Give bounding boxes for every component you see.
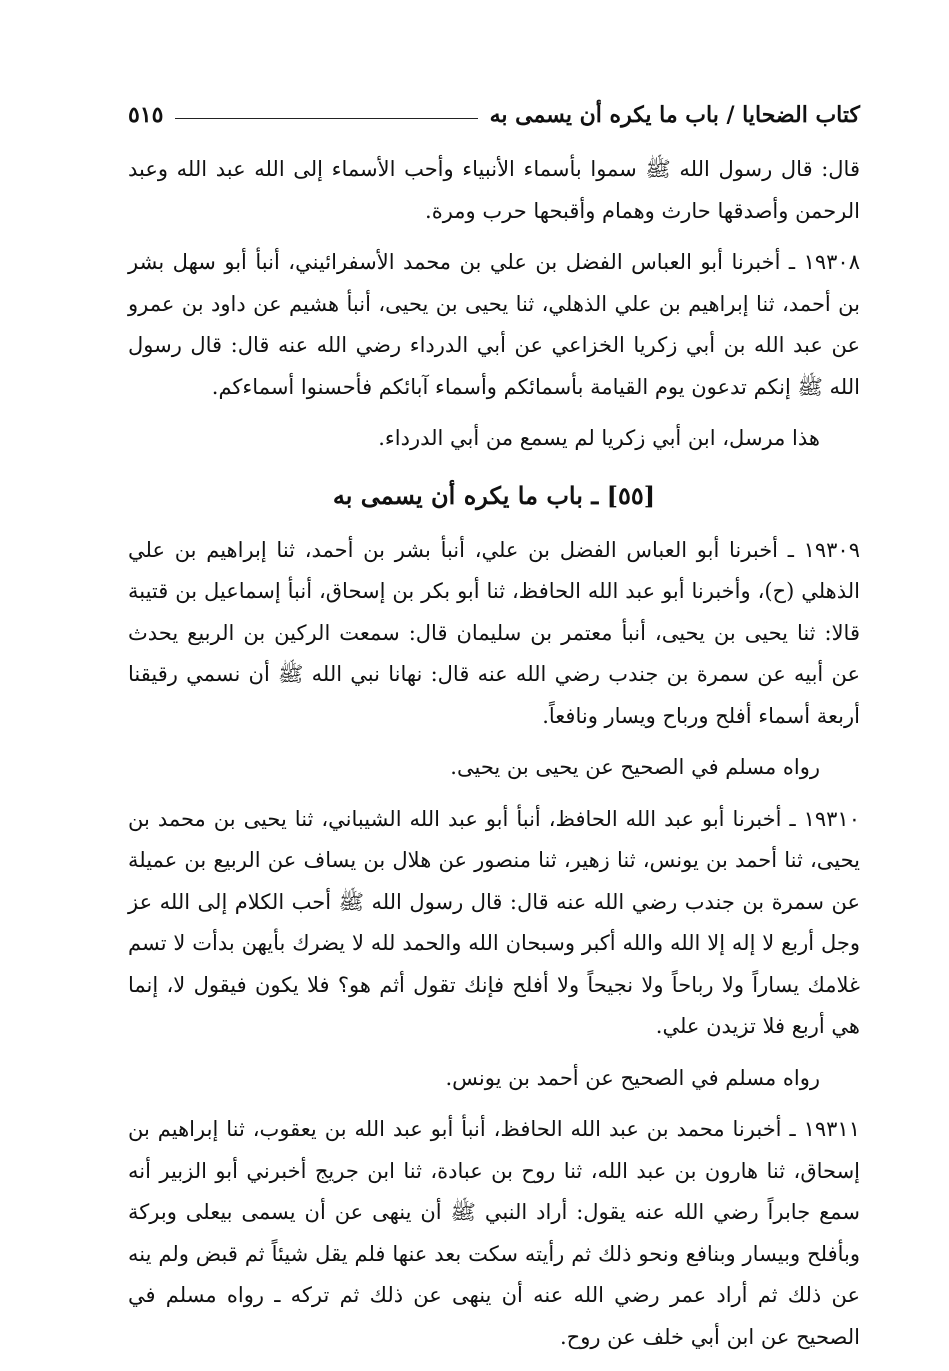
intro-paragraph: قال: قال رسول الله ﷺ سموا بأسماء الأنبياء وأحب الأسماء إلى الله عبد الله وعبد الرحمن وأصدقها حارث وهمام وأقبحها حرب ومرة. [128, 157, 860, 223]
hadith-19311: ١٩٣١١ ـ أخبرنا محمد بن عبد الله الحافظ، أنبأ أبو عبد الله بن يعقوب، ثنا إبراهيم بن إسحاق، ثنا هارون بن عبد الله، ثنا روح بن عبادة، ثنا ابن جريج أخبرني أبو الزبير أنه سمع جابراً رضي الله عنه يقول: أراد النبي ﷺ أن ينهى عن أن يسمى بيعلى وبركة وبأفلح وبيسار وبنافع ونحو ذلك ثم رأيته سكت بعد عنها فلم يقل شيئاً ثم قبض ولم ينه عن ذلك ثم أراد عمر رضي الله عنه أن ينهى عن ذلك ثم تركه ـ رواه مسلم في الصحيح عن ابن أبي خلف عن روح. [128, 1117, 860, 1349]
hadith-19310: ١٩٣١٠ ـ أخبرنا أبو عبد الله الحافظ، أنبأ أبو عبد الله الشيباني، ثنا يحيى بن محمد بن يحيى، ثنا أحمد بن يونس، ثنا زهير، ثنا منصور عن هلال بن يساف عن الربيع بن عميلة عن سمرة بن جندب رضي الله عنه قال: قال رسول الله ﷺ أحب الكلام إلى الله عز وجل أربع لا إله إلا الله والله أكبر وسبحان الله والحمد لله لا يضرك بأيهن بدأت لا تسم غلامك يساراً ولا رباحاً ولا نجيحاً ولا أفلح فإنك تقول أثم هو؟ فلا يكون فيقول لا، إنما هي أربع فلا تزيدن علي. [128, 806, 860, 1038]
header-rule [175, 118, 477, 119]
page-header [128, 95, 860, 135]
note-19309: رواه مسلم في الصحيح عن يحيى بن يحيى. [450, 755, 820, 779]
page-number: ٥١٥ [128, 102, 164, 128]
note-19310: رواه مسلم في الصحيح عن أحمد بن يونس. [445, 1065, 820, 1090]
hadith-19308: ١٩٣٠٨ ـ أخبرنا أبو العباس الفضل بن علي بن محمد الأسفرائيني، أنبأ أبو سهل بشر بن أحمد، ثنا إبراهيم بن علي الذهلي، ثنا يحيى بن يحيى، أنبأ هشيم عن داود بن عمرو عن عبد الله بن أبي زكريا الخزاعي عن أبي الدرداء رضي الله عنه قال: قال رسول الله ﷺ إنكم تدعون يوم القيامة بأسمائكم وأسماء آبائكم فأحسنوا أسماءكم. [128, 250, 860, 399]
running-title: كتاب الضحايا / باب ما يكره أن يسمى به [489, 102, 860, 128]
note-19308: هذا مرسل، ابن أبي زكريا لم يسمع من أبي الدرداء. [378, 426, 820, 450]
chapter-title: [٥٥] ـ باب ما يكره أن يسمى به [332, 480, 656, 510]
page [128, 95, 860, 1349]
hadith-19309: ١٩٣٠٩ ـ أخبرنا أبو العباس الفضل بن علي، أنبأ بشر بن أحمد، ثنا إبراهيم بن علي الذهلي (ح)، وأخبرنا أبو عبد الله الحافظ، ثنا أبو بكر بن إسحاق، أنبأ إسماعيل بن قتيبة قالا: ثنا يحيى بن يحيى، أنبأ معتمر بن سليمان قال: سمعت الركين بن الربيع يحدث عن أبيه عن سمرة بن جندب رضي الله عنه قال: نهانا نبي الله ﷺ أن نسمي رقيقنا أربعة أسماء أفلح ورباح ويسار ونافعاً. [128, 537, 860, 728]
